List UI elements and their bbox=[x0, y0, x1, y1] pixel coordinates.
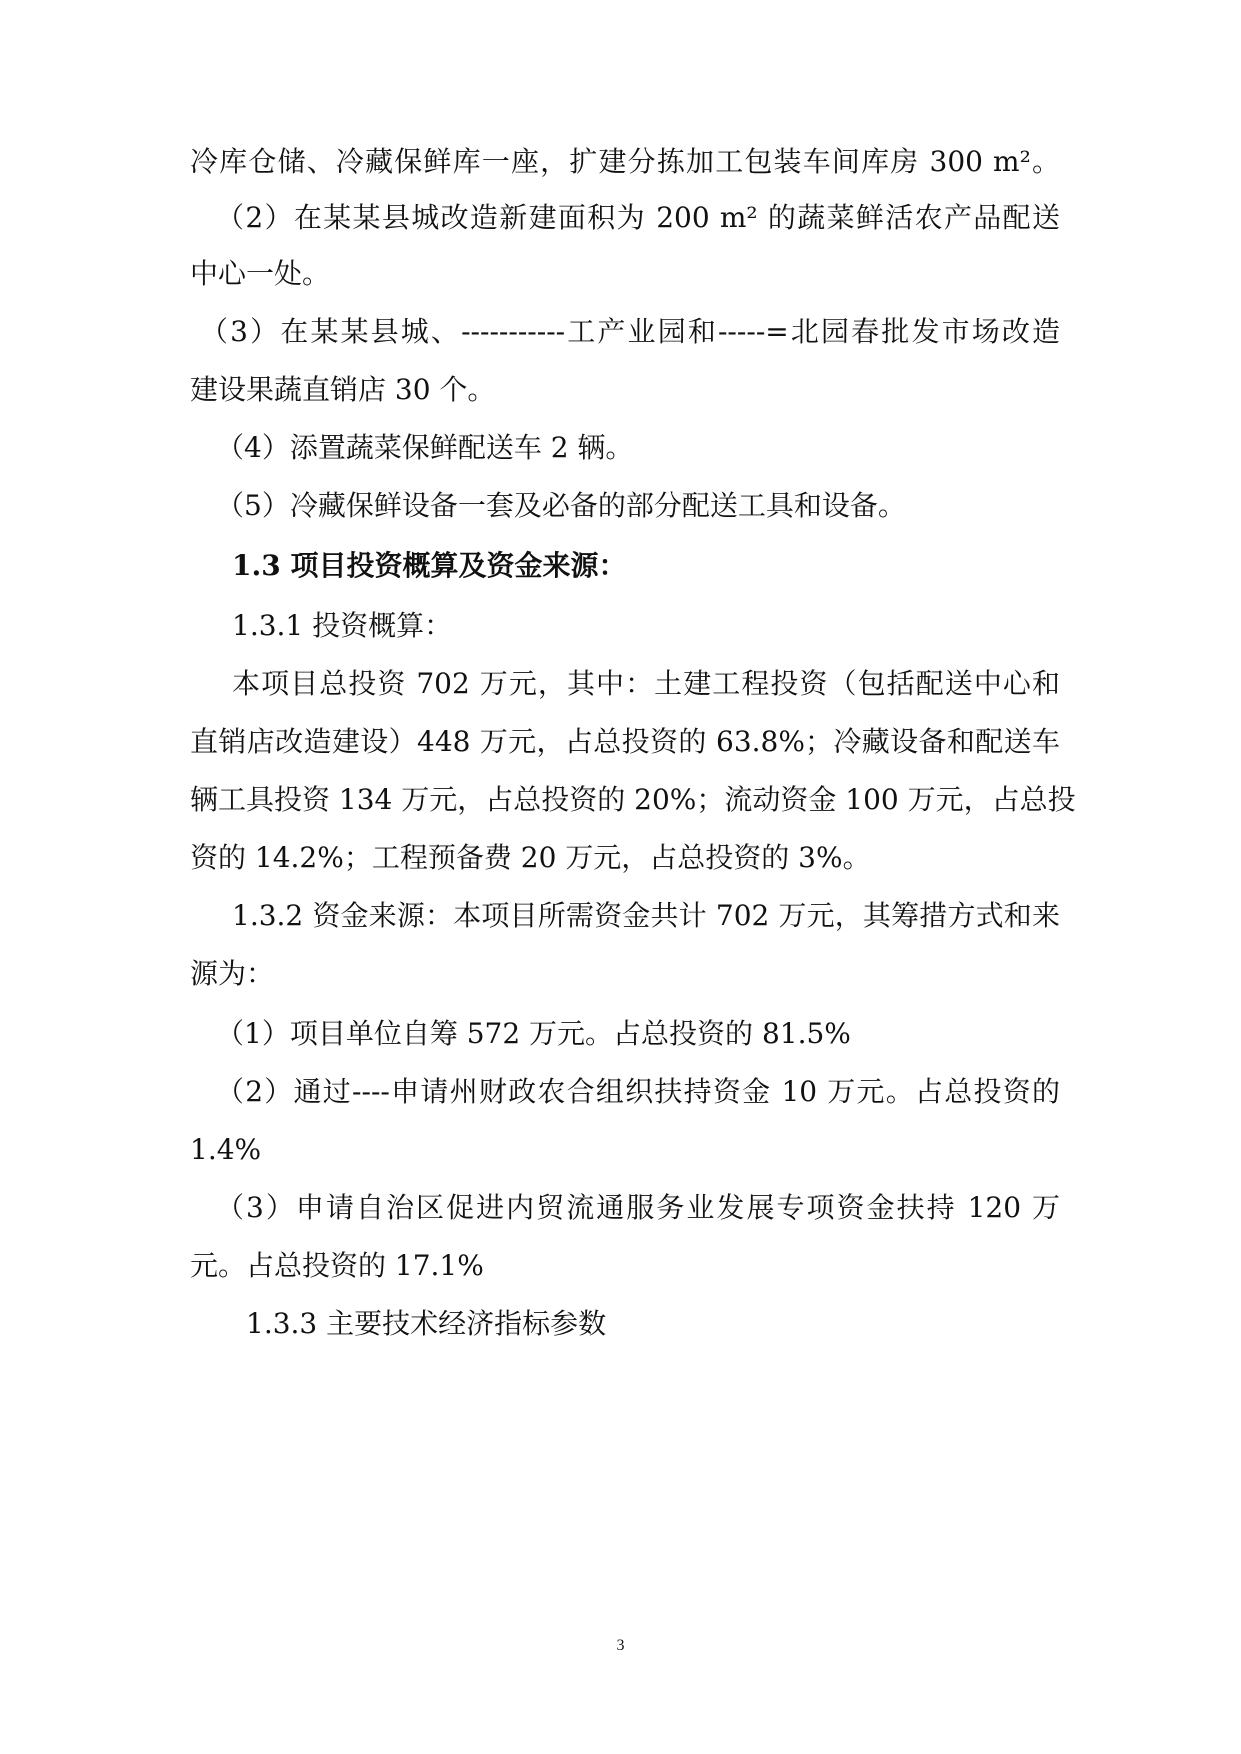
text-line-18: 1.4% bbox=[190, 1133, 262, 1166]
text-line-11: 直销店改造建设）448 万元，占总投资的 63.8%；冷藏设备和配送车 bbox=[190, 725, 1060, 758]
text-line-19: （3）申请自治区促进内贸流通服务业发展专项资金扶持 120 万 bbox=[216, 1191, 1060, 1224]
text-line-7: （5）冷藏保鲜设备一套及必备的部分配送工具和设备。 bbox=[216, 489, 906, 522]
text-line-3: 中心一处。 bbox=[190, 257, 331, 290]
text-line-2: （2）在某某县城改造新建面积为 200 m² 的蔬菜鲜活农产品配送 bbox=[216, 201, 1060, 234]
text-line-17: （2）通过----申请州财政农合组织扶持资金 10 万元。占总投资的 bbox=[216, 1075, 1060, 1108]
subsection-heading-1-3-1: 1.3.1 投资概算： bbox=[232, 609, 453, 642]
text-line-5: 建设果蔬直销店 30 个。 bbox=[190, 373, 496, 406]
text-line-20: 元。占总投资的 17.1% bbox=[190, 1249, 484, 1282]
subsection-heading-1-3-3: 1.3.3 主要技术经济指标参数 bbox=[246, 1307, 607, 1340]
text-line-13: 资的 14.2%；工程预备费 20 万元，占总投资的 3%。 bbox=[190, 841, 871, 874]
text-line-6: （4）添置蔬菜保鲜配送车 2 辆。 bbox=[216, 431, 634, 464]
text-line-15: 源为： bbox=[190, 957, 275, 990]
text-line-10: 本项目总投资 702 万元，其中：土建工程投资（包括配送中心和 bbox=[232, 667, 1060, 700]
section-heading-1-3: 1.3 项目投资概算及资金来源： bbox=[232, 549, 627, 582]
page-number: 3 bbox=[616, 1637, 625, 1654]
text-line-16: （1）项目单位自筹 572 万元。占总投资的 81.5% bbox=[216, 1017, 851, 1050]
text-line-14: 1.3.2 资金来源：本项目所需资金共计 702 万元，其筹措方式和来 bbox=[232, 899, 1060, 932]
text-line-1: 冷库仓储、冷藏保鲜库一座，扩建分拣加工包装车间库房 300 m²。 bbox=[190, 145, 1060, 178]
text-line-12: 辆工具投资 134 万元，占总投资的 20%；流动资金 100 万元，占总投 bbox=[190, 783, 1076, 816]
text-line-4: （3）在某某县城、-----------工产业园和-----=北园春批发市场改造 bbox=[200, 315, 1060, 348]
